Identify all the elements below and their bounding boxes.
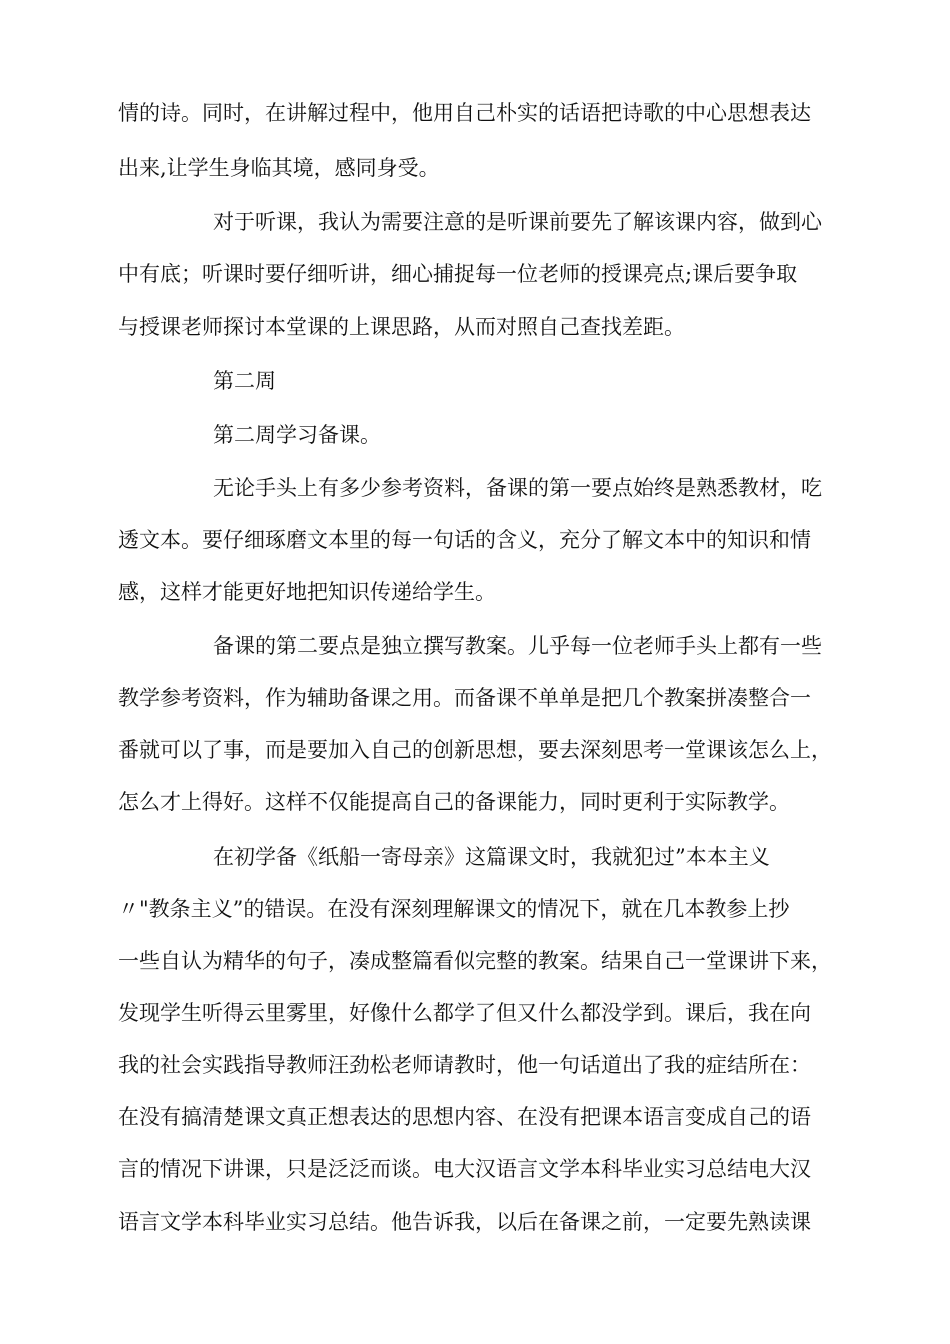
text-line: 备课的第二要点是独立撰写教案。儿乎每一位老师手头上都有一些 <box>213 634 822 658</box>
text-line: 中有底；听课时要仔细听讲，细心捕捉每一位老师的授课亮点;课后要争取 <box>118 262 798 286</box>
text-line: 在没有搞清楚课文真正想表达的思想内容、在没有把课本语言变成自己的语 <box>118 1105 811 1129</box>
text-line: 出来,让学生身临其境，感同身受。 <box>118 156 440 180</box>
text-line: 对于听课，我认为需要注意的是听课前要先了解该课内容，做到心 <box>213 210 822 234</box>
text-line: 言的情况下讲课，只是泛泛而谈。电大汉语言文学本科毕业实习总结电大汉 <box>118 1157 811 1181</box>
text-line: 教学参考资料，作为辅助备课之用。而备课不单单是把几个教案拼凑整合一 <box>118 686 811 710</box>
text-line: 语言文学本科毕业实习总结。他告诉我，以后在备课之前，一定要先熟读课 <box>118 1210 811 1234</box>
text-line: 我的社会实践指导教师汪劲松老师请教时，他一句话道出了我的症结所在： <box>118 1053 811 1077</box>
text-line: 与授课老师探讨本堂课的上课思路，从而对照自己查找差距。 <box>118 315 685 339</box>
text-line: 透文本。要仔细琢磨文本里的每一句话的含义，充分了解文本中的知识和情 <box>118 528 811 552</box>
text-line: 情的诗。同时，在讲解过程中，他用自己朴实的话语把诗歌的中心思想表达 <box>118 101 811 125</box>
text-line: 发现学生听得云里雾里，好像什么都学了但又什么都没学到。课后，我在向 <box>118 1001 811 1025</box>
text-line: 在初学备《纸船一寄母亲》这篇课文时，我就犯过”本本主义 <box>213 845 770 869</box>
text-line: 无论手头上有多少参考资料，备课的第一要点始终是熟悉教材，吃 <box>213 476 822 500</box>
text-line: 第二周学习备课。 <box>213 423 381 447</box>
text-line: 怎么才上得好。这样不仅能提高自己的备课能力，同时更利于实际教学。 <box>118 790 790 814</box>
text-line: 番就可以了事，而是要加入自己的创新思想，要去深刻思考一堂课该怎么上， <box>118 738 832 762</box>
text-line: 一些自认为精华的句子，凑成整篇看似完整的教案。结果自己一堂课讲下来， <box>118 949 832 973</box>
section-heading: 第二周 <box>213 369 276 393</box>
text-line: 〃"教条主义”的错误。在没有深刻理解课文的情况下，就在几本教参上抄 <box>118 897 790 921</box>
text-line: 感，这样才能更好地把知识传递给学生。 <box>118 580 496 604</box>
